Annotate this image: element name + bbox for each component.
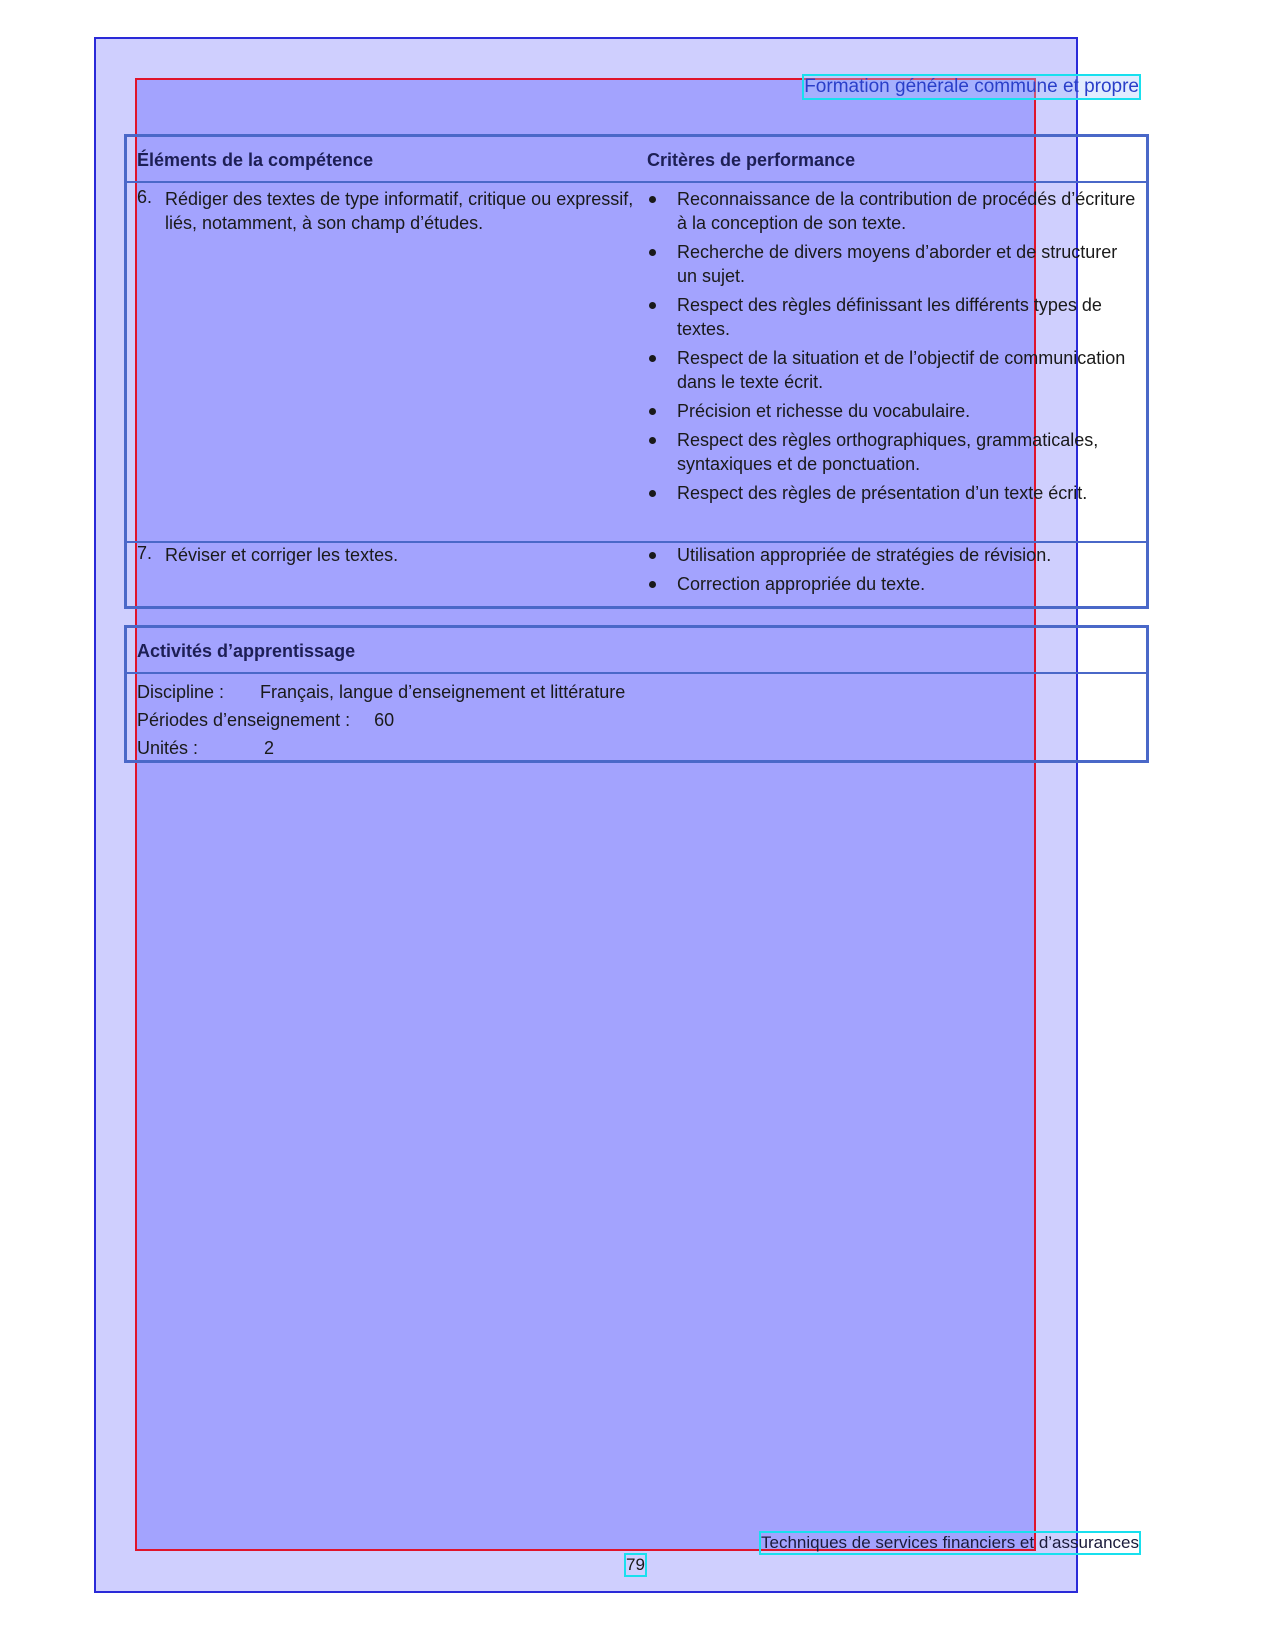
units-value: 2 <box>264 738 275 758</box>
activities-body <box>137 678 625 762</box>
periods-label: Périodes d’enseignement : <box>137 710 351 730</box>
criteria-item: Respect des règles orthographiques, grammaticales, syntaxiques et de ponctuation. <box>647 428 1137 476</box>
element-text: Réviser et corriger les textes. <box>165 545 399 565</box>
bullet-icon <box>649 249 656 256</box>
criteria-item: Recherche de divers moyens d’aborder et de structurer un sujet. <box>647 240 1137 288</box>
discipline-label: Discipline : <box>137 682 225 702</box>
bullet-icon <box>649 437 656 444</box>
units-line <box>137 734 625 762</box>
element-text: Rédiger des textes de type informatif, critique ou expressif, liés, notamment, à son champ d’études. <box>165 189 634 233</box>
page-number: 79 <box>626 1555 645 1574</box>
element-number: 7. <box>137 543 153 563</box>
running-footer: Techniques de services financiers et d’assurances <box>761 1533 1139 1552</box>
element-number: 6. <box>137 187 153 207</box>
criteria-item: Précision et richesse du vocabulaire. <box>647 399 1137 423</box>
table-row <box>127 543 1146 609</box>
periods-value: 60 <box>374 710 395 730</box>
running-header: Formation générale commune et propre <box>804 76 1139 97</box>
column-header-elements: Éléments de la compétence <box>137 150 374 170</box>
bullet-icon <box>649 196 656 203</box>
periods-line <box>137 706 625 734</box>
activities-table-header <box>127 628 1146 674</box>
criteria-item: Reconnaissance de la contribution de procédés d’écriture à la conception de son texte. <box>647 187 1137 235</box>
criteria-item: Respect des règles de présentation d’un texte écrit. <box>647 481 1137 505</box>
column-header-criteria: Critères de performance <box>647 150 856 170</box>
criteria-item: Respect de la situation et de l’objectif de communication dans le texte écrit. <box>647 346 1137 394</box>
criteria-item: Respect des règles définissant les différents types de textes. <box>647 293 1137 341</box>
bullet-icon <box>649 355 656 362</box>
bullet-icon <box>649 408 656 415</box>
activities-table <box>124 625 1149 763</box>
bullet-icon <box>649 552 656 559</box>
bullet-icon <box>649 302 656 309</box>
activities-title: Activités d’apprentissage <box>137 641 356 661</box>
bullet-icon <box>649 490 656 497</box>
criteria-list <box>647 187 1137 510</box>
discipline-value: Français, langue d’enseignement et littérature <box>260 682 626 702</box>
competence-table <box>124 134 1149 609</box>
criteria-item: Correction appropriée du texte. <box>647 572 1137 596</box>
discipline-line <box>137 678 625 706</box>
units-label: Unités : <box>137 738 199 758</box>
bullet-icon <box>649 581 656 588</box>
table-row <box>127 187 1146 543</box>
criteria-item: Utilisation appropriée de stratégies de révision. <box>647 543 1137 567</box>
criteria-list <box>647 543 1137 601</box>
competence-table-header <box>127 137 1146 183</box>
